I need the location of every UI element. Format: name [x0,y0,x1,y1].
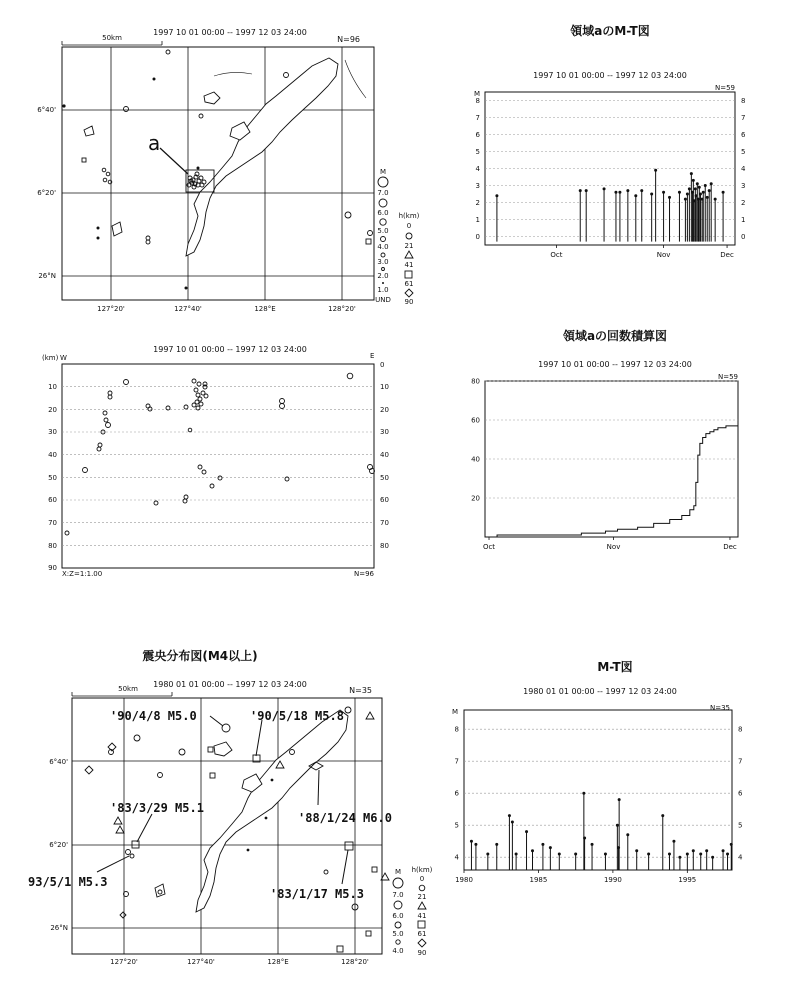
map-a-legend-h-5: 90 [404,298,414,306]
chart1-stems [495,169,724,242]
y-tick-label: 7 [741,114,746,122]
stem-tip [495,194,498,197]
y-tick-label: 0 [741,233,746,241]
chart2-count: N=59 [717,373,738,381]
stem-tip [579,189,582,192]
section-depth-label: 80 [380,542,389,550]
stem-tip [668,853,671,856]
stem-tip [647,853,650,856]
stem-tip [661,814,664,817]
map-b-islet [155,884,165,897]
stem-tip [486,853,489,856]
map-a-legend-m-3: 5.0 [377,227,389,235]
y-tick-label: 8 [738,725,743,734]
stem-tip [678,191,681,194]
chart3-subtitle: 1980 01 01 00:00 -- 1997 12 03 24:00 [523,687,677,696]
y-tick-label: 7 [475,114,480,122]
section-hypocenters [65,373,375,535]
stem-tip [525,830,528,833]
section-period: 1997 10 01 00:00 -- 1997 12 03 24:00 [153,345,307,354]
stem-tip [635,849,638,852]
section-depth-label: 40 [48,451,57,459]
stem-tip [692,849,695,852]
chart3-count: N=35 [709,704,730,712]
y-tick-label: 80 [471,377,480,386]
map-a-legend-m-4: 4.0 [377,243,389,251]
map-a-legend [375,168,420,306]
chart3-stems [470,792,733,870]
chart3-grid [464,729,732,857]
section-depth-label: 20 [48,406,57,414]
section-depth-label: 70 [48,519,57,527]
map-a-lon-2: 127°40' [174,305,202,313]
map-b-lon-3: 128°E [267,958,289,966]
section-depth-label: 10 [48,383,57,391]
stem-tip [698,186,701,189]
x-tick-label: 1980 [455,876,473,884]
stem-tip [722,849,725,852]
map-a-legend-m-1: 7.0 [377,189,389,197]
map-a-islet [204,92,220,104]
stem-tip [699,193,702,196]
section-depth-labels-left [48,383,57,572]
y-tick-label: 4 [741,165,746,173]
map-b-legend-h-title: h(km) [411,866,433,874]
x-tick-label: 1985 [529,876,548,884]
y-tick-label: 5 [454,821,459,830]
y-tick-label: 1 [475,216,480,224]
section-depth-label: 10 [380,383,389,391]
section-depth-label: 20 [380,406,389,414]
map-b-legend [392,866,432,957]
stem-tip [515,853,518,856]
chart2-x-ticks [483,537,737,551]
map-a-legend-h-3: 41 [404,261,414,269]
section-west: W [60,354,67,362]
y-tick-label: 3 [741,182,746,190]
map-a-lon-3: 128°E [254,305,276,313]
stem-tip [688,187,691,190]
cumulative-chart-region-a [471,328,738,551]
map-b-lat-1: 6°40' [49,758,68,766]
map-a-lat-3: 26°N [38,272,56,280]
section-depth-label: 70 [380,519,389,527]
stem-tip [531,849,534,852]
cumulative-line [485,422,738,537]
stem-tip [474,843,477,846]
x-tick-label: Dec [720,251,734,259]
y-tick-label: 6 [738,789,743,798]
y-tick-label: 6 [475,131,480,139]
y-tick-label: 3 [475,182,480,190]
y-tick-label: 7 [454,757,459,766]
stem-tip [705,849,708,852]
stem-tip [696,182,699,185]
y-tick-label: 5 [738,821,743,830]
chart1-subtitle: 1997 10 01 00:00 -- 1997 12 03 24:00 [533,71,687,80]
map-b-annotation: '88/1/24 M6.0 [298,811,392,825]
stem-tip [692,179,695,182]
stem-tip [686,853,689,856]
chart1-x-ticks [550,245,734,259]
y-tick-label: 4 [475,165,480,173]
stem-tip [508,814,511,817]
stem-tip [704,184,707,187]
stem-tip [616,824,619,827]
map-b-lon-1: 127°20' [110,958,138,966]
stem-tip [583,837,586,840]
stem-tip [558,853,561,856]
chart1-count: N=59 [714,84,735,92]
section-depth-labels-right [380,361,389,550]
map-a-legend-m-8: UND [375,296,391,304]
y-tick-label: 60 [471,416,480,425]
section-depth-label: 90 [48,564,57,572]
stem-tip [585,189,588,192]
chart3-title: M-T図 [597,660,633,674]
map-b-annotation: '83/1/17 M5.3 [270,887,364,901]
map-a-lon-1: 127°20' [97,305,125,313]
chart2-subtitle: 1997 10 01 00:00 -- 1997 12 03 24:00 [538,360,692,369]
map-a-islet [112,222,122,236]
y-tick-label: 40 [471,455,480,464]
x-tick-label: Dec [723,543,737,551]
stem-tip [591,843,594,846]
stem-tip [650,193,653,196]
y-tick-label: 8 [475,97,480,105]
y-tick-label: 8 [741,97,746,105]
stem-tip [582,792,585,795]
stem-tip [614,191,617,194]
stem-tip [672,840,675,843]
map-m4-epicenters [28,648,433,966]
section-depth-label: 50 [380,474,389,482]
stem-tip [654,169,657,172]
map-b-legend-m-title: M [394,868,402,876]
stem-tip [541,843,544,846]
chart3-ylabel: M [451,708,459,716]
stem-tip [604,853,607,856]
stem-tip [690,172,693,175]
stem-tip [618,798,621,801]
map-a-legend-h-2: 21 [404,242,414,250]
map-a-legend-m-7: 1.0 [377,286,389,294]
stem-tip [603,187,606,190]
map-a-legend-m-2: 6.0 [377,209,389,217]
map-a-legend-m-5: 3.0 [377,258,389,266]
map-a-legend-m-6: 2.0 [377,272,389,280]
section-depth-label: 0 [380,361,385,369]
map-a-legend-h-title: h(km) [398,212,420,220]
stem-tip [702,191,705,194]
map-a-legend-h-4: 61 [404,280,414,288]
stem-tip [699,853,702,856]
stem-tip [708,189,711,192]
map-a-okinawa-island [186,58,338,256]
x-tick-label: Oct [482,543,496,551]
stem-tip [684,198,687,201]
chart3-y-ticks [455,726,743,862]
map-a-lat-1: 6°40' [37,106,56,114]
section-depth-label: 60 [380,496,389,504]
section-ratio: X:Z=1:1.00 [62,570,103,578]
stem-tip [668,196,671,199]
map-b-lon-4: 128°20' [341,958,369,966]
map-b-legend-m-1: 7.0 [392,891,404,899]
x-tick-label: Nov [656,251,671,259]
section-depth-grid [62,387,374,546]
stem-tip [714,198,717,201]
stem-tip [574,853,577,856]
chart3-x-ticks [455,870,696,884]
y-tick-label: 6 [741,131,746,139]
map-b-title: 震央分布図(M4以上) [142,649,258,663]
stem-tip [640,189,643,192]
stem-tip [549,846,552,849]
map-b-count: N=35 [349,686,372,695]
stem-tip [626,833,629,836]
map-b-legend-h-5: 90 [417,949,427,957]
section-depth-label: 60 [48,496,57,504]
y-tick-label: 1 [741,216,746,224]
map-a-scale-bar [62,34,162,45]
section-depth-label: 50 [48,474,57,482]
map-b-lat-2: 6°20' [49,841,68,849]
stem-tip [511,821,514,824]
chart2-grid [485,381,738,498]
x-tick-label: Nov [606,543,621,551]
stem-tip [730,843,733,846]
y-tick-label: 4 [454,853,459,862]
stem-tip [710,182,713,185]
stem-tip [726,853,729,856]
stem-tip [694,187,697,190]
section-depth-label: 40 [380,451,389,459]
y-tick-label: 8 [454,725,459,734]
map-b-annotation: '90/4/8 M5.0 [110,709,197,723]
section-depth-label: 30 [380,428,389,436]
section-depth-label: 30 [48,428,57,436]
stem-tip [678,856,681,859]
map-b-legend-m-4: 4.0 [392,947,404,955]
map-a-fault-line [214,72,252,76]
map-b-legend-h-4: 61 [417,930,427,938]
mt-chart-region-a [474,23,746,259]
y-tick-label: 4 [738,853,743,862]
map-b-lon-2: 127°40' [187,958,215,966]
map-b-islet [214,742,232,756]
chart3-frame [464,710,732,870]
y-tick-label: 2 [741,199,746,207]
map-a-count: N=96 [337,35,360,44]
map-b-lat-3: 26°N [50,924,68,932]
section-depth-label: 80 [48,542,57,550]
map-b-legend-h-3: 41 [417,912,427,920]
chart2-title: 領域aの回数積算図 [562,329,668,343]
y-tick-label: 5 [475,148,480,156]
x-tick-label: Oct [550,251,563,259]
map-a-legend-h-1: 0 [406,222,412,230]
stem-tip [618,191,621,194]
section-unit: (km) [42,354,59,362]
map-b-period: 1980 01 01 00:00 -- 1997 12 03 24:00 [153,680,307,689]
stem-tip [495,843,498,846]
map-b-annotation: 93/5/1 M5.3 [28,875,108,889]
map-a-scale-label: 50km [102,34,122,42]
map-a-lon-4: 128°20' [328,305,356,313]
map-a-islet [84,126,94,136]
x-tick-label: 1995 [678,876,697,884]
chart2-y-ticks [471,378,480,503]
map-b-legend-m-2: 6.0 [392,912,404,920]
section-count: N=96 [353,570,374,578]
map-b-annotation: '83/3/29 M5.1 [110,801,204,815]
map-a-region-box [148,131,214,192]
map-b-legend-h-2: 21 [417,893,427,901]
stem-tip [662,191,665,194]
stem-tip [711,856,714,859]
map-a-period: 1997 10 01 00:00 -- 1997 12 03 24:00 [153,28,307,37]
map-region-a [37,28,419,313]
stem-tip [634,194,637,197]
map-a-epicenter-cluster [187,172,206,189]
chart1-title: 領域aのM-T図 [570,24,650,38]
stem-tip [470,840,473,843]
y-tick-label: 7 [738,757,743,766]
y-tick-label: 5 [741,148,746,156]
stem-tip [722,191,725,194]
map-a-lat-2: 6°20' [37,189,56,197]
stem-tip [706,196,709,199]
stem-tip [626,189,629,192]
chart1-ylabel: M [473,90,481,98]
map-a-legend-m-title: M [379,168,387,176]
map-b-legend-h-1: 0 [419,875,425,883]
mt-chart-1980-1997 [452,659,743,884]
x-tick-label: 1990 [603,876,622,884]
map-b-scale-label: 50km [118,685,138,693]
stem-tip [686,193,689,196]
y-tick-label: 0 [475,233,480,241]
map-b-legend-m-3: 5.0 [392,930,404,938]
map-a-region-label: a [148,131,161,155]
chart2-line [485,422,738,537]
map-b-annotation: '90/5/18 M5.8 [250,709,344,723]
y-tick-label: 2 [475,199,480,207]
y-tick-label: 6 [454,789,459,798]
y-tick-label: 20 [471,494,480,503]
section-east: E [370,352,375,360]
map-a-fault-line [345,60,366,98]
cross-section-a [42,345,389,578]
